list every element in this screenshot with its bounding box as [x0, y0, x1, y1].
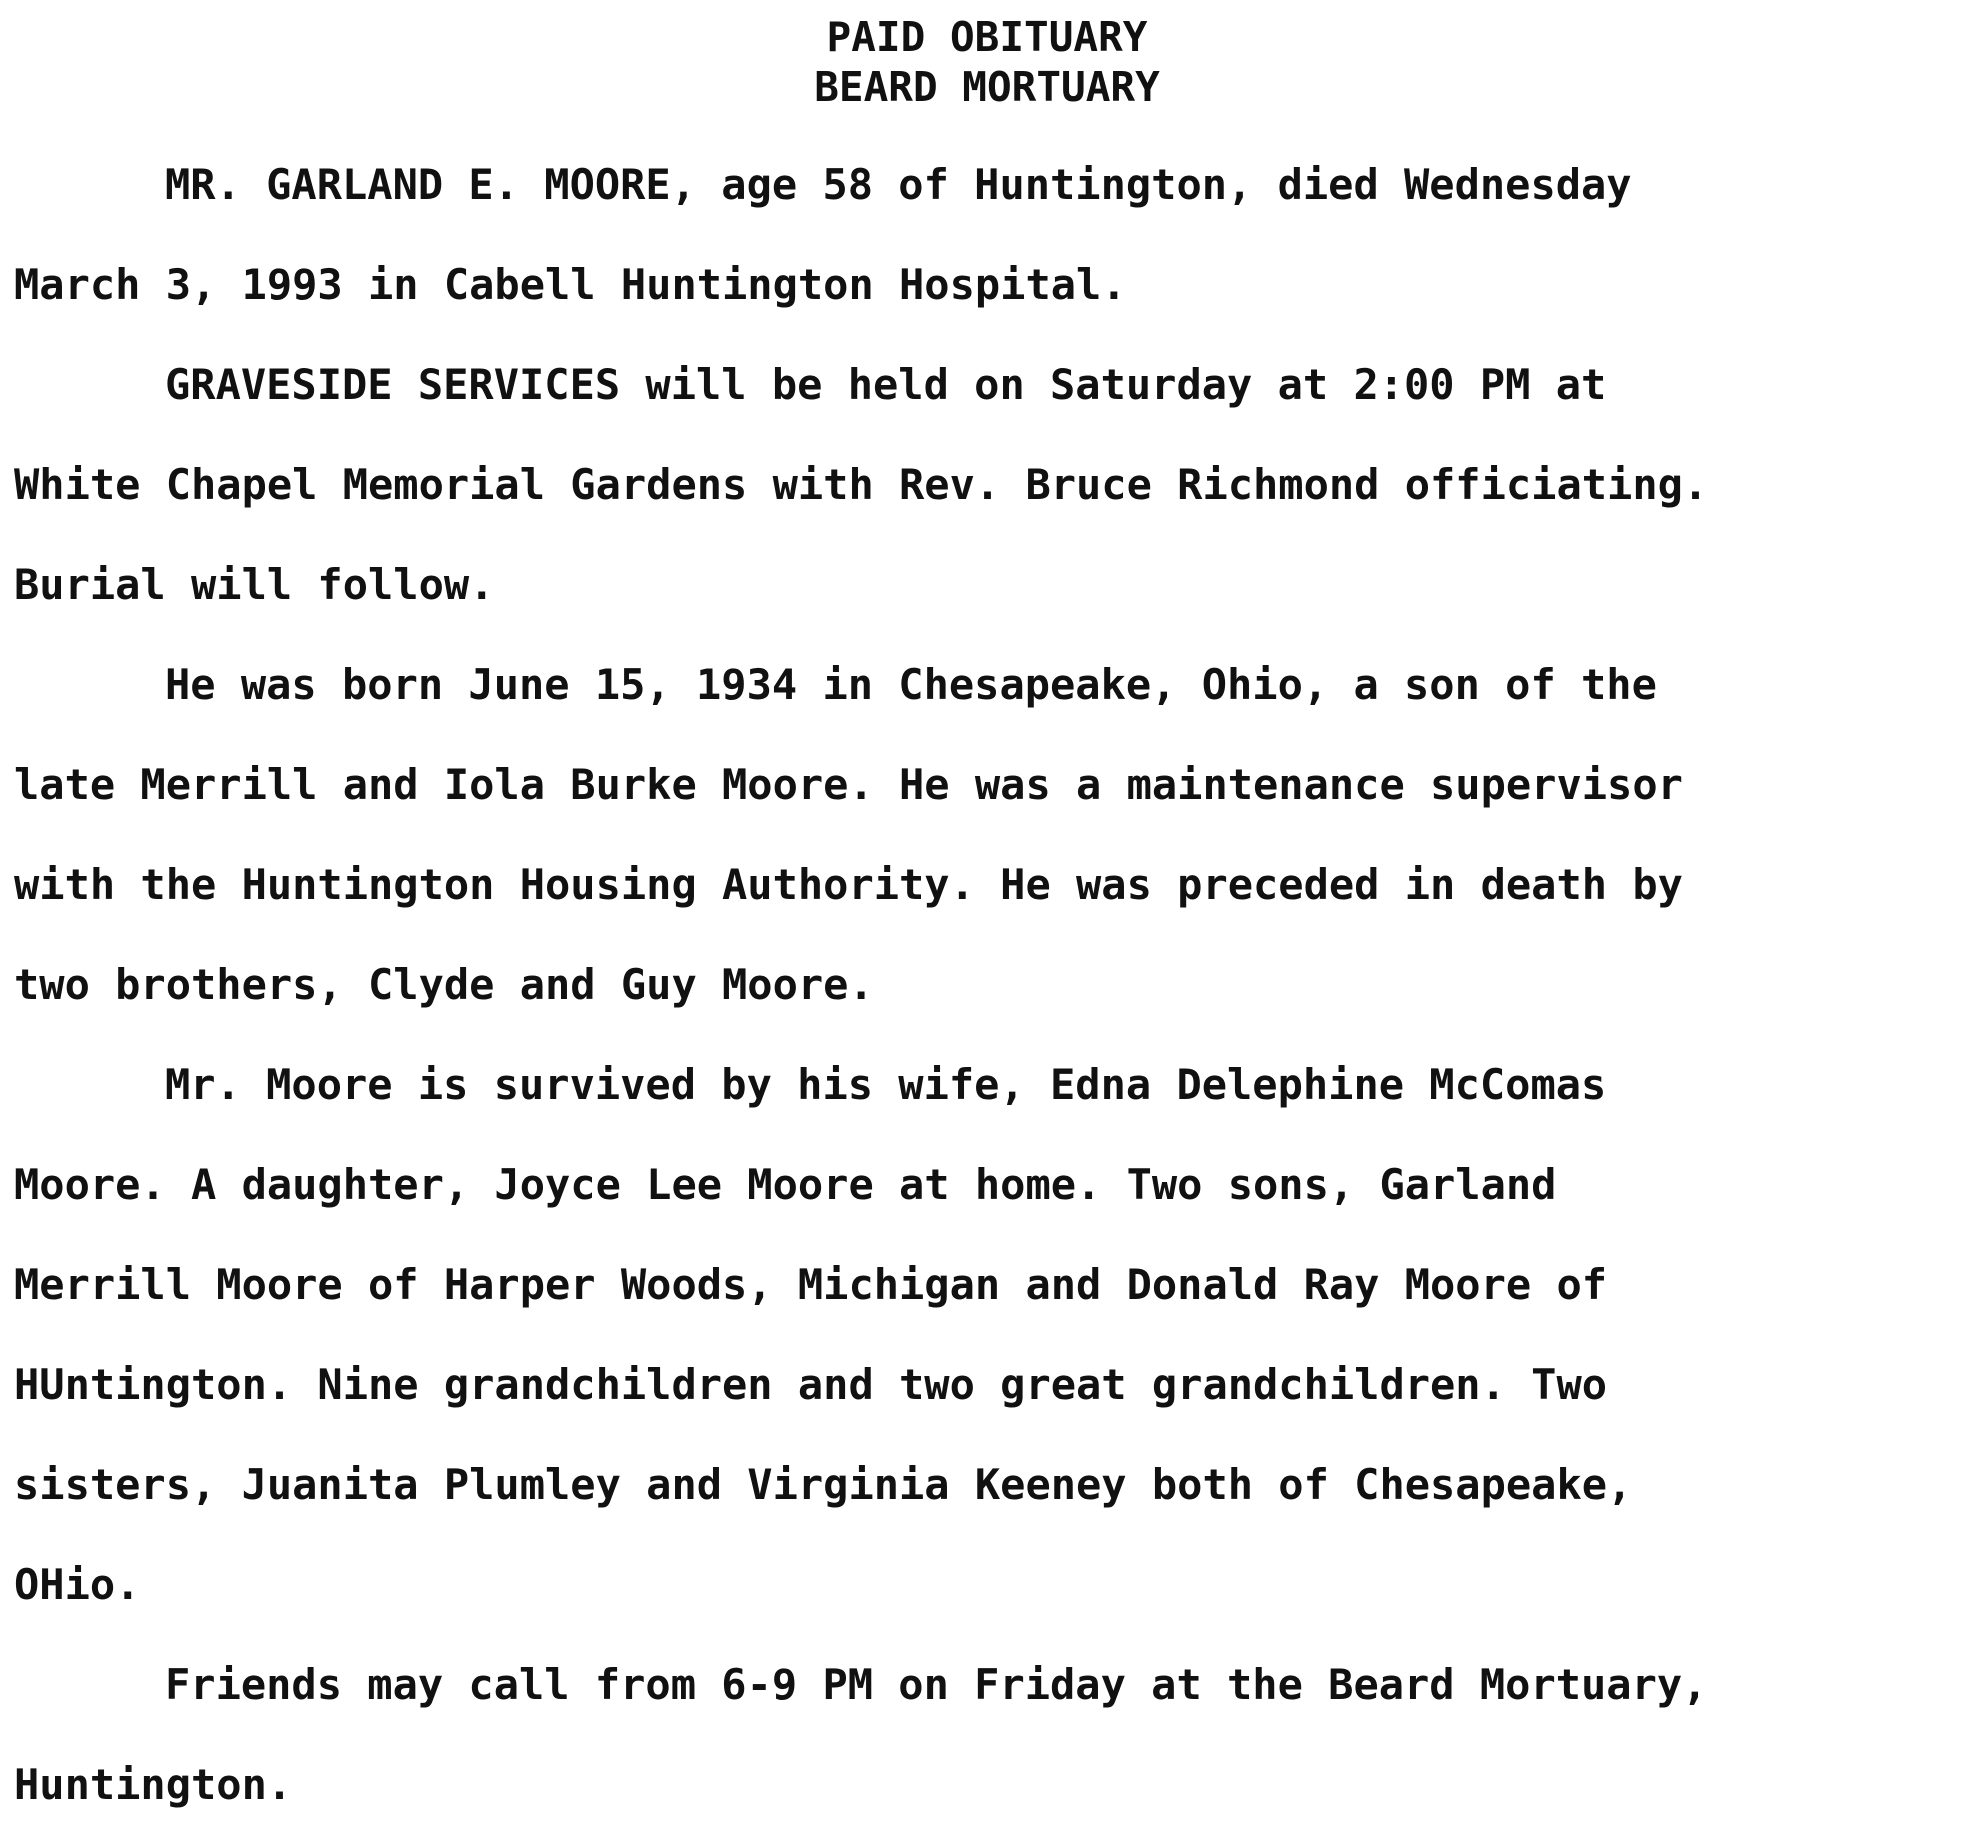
body-line: GRAVESIDE SERVICES will be held on Saturday at 2:00 PM at: [165, 360, 1607, 409]
heading-beard-mortuary: BEARD MORTUARY: [814, 63, 1160, 111]
body-line: Mr. Moore is survived by his wife, Edna Delephine McComas: [165, 1060, 1607, 1109]
body-line: White Chapel Memorial Gardens with Rev. Bruce Richmond officiating.: [14, 460, 1709, 509]
body-line: with the Huntington Housing Authority. He was preceded in death by: [14, 860, 1683, 909]
body-line: Moore. A daughter, Joyce Lee Moore at home. Two sons, Garland: [14, 1160, 1557, 1209]
heading-paid-obituary: PAID OBITUARY: [826, 13, 1148, 61]
body-line: HUntington. Nine grandchildren and two great grandchildren. Two: [14, 1360, 1608, 1409]
body-line: Burial will follow.: [14, 560, 495, 609]
body-line: Friends may call from 6-9 PM on Friday at the Beard Mortuary,: [165, 1660, 1708, 1709]
body-line: Huntington.: [14, 1760, 293, 1809]
body-line: He was born June 15, 1934 in Chesapeake, Ohio, a son of the: [165, 660, 1657, 709]
body-line: sisters, Juanita Plumley and Virginia Keeney both of Chesapeake,: [14, 1460, 1633, 1509]
body-line: OHio.: [14, 1560, 141, 1609]
body-line: MR. GARLAND E. MOORE, age 58 of Huntington, died Wednesday: [165, 160, 1632, 209]
body-line: late Merrill and Iola Burke Moore. He was a maintenance supervisor: [14, 760, 1683, 809]
body-line: Merrill Moore of Harper Woods, Michigan and Donald Ray Moore of: [14, 1260, 1608, 1309]
body-line: March 3, 1993 in Cabell Huntington Hospital.: [14, 260, 1127, 309]
body-line: two brothers, Clyde and Guy Moore.: [14, 960, 874, 1009]
